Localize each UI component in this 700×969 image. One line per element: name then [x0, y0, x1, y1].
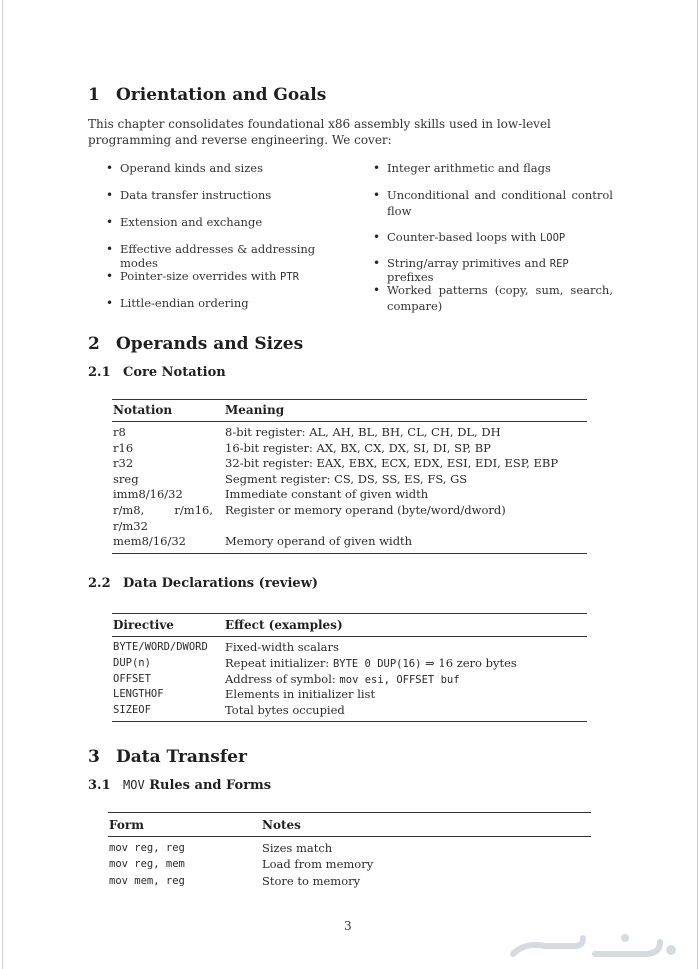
section-title: Operands and Sizes	[116, 334, 304, 354]
cell-notation: imm8/16/32	[113, 487, 183, 502]
cell-notes: Load from memory	[262, 857, 374, 872]
effect-code: BYTE 0 DUP(16)	[332, 657, 422, 670]
bullet-list-left	[100, 161, 350, 323]
list-item: • Operand kinds and sizes	[100, 161, 350, 188]
subsection-2-1-heading	[88, 365, 226, 380]
intro-paragraph: This chapter consolidates foundational x86 assembly skills used in low-level programming and reverse engineering. We cover:	[88, 117, 551, 147]
table-header-rule	[112, 421, 587, 422]
table-bottom-rule	[112, 721, 587, 722]
page-number: 3	[344, 919, 352, 933]
subsection-title: Data Declarations (review)	[123, 576, 319, 591]
subsection-title: Rules and Forms	[144, 778, 272, 793]
section-3-heading	[88, 747, 247, 767]
section-title: Orientation and Goals	[116, 85, 327, 105]
cell-directive: DUP(n)	[113, 656, 151, 669]
cell-directive: BYTE/WORD/DWORD	[113, 641, 208, 653]
section-number: 1	[88, 85, 100, 105]
directive-header: Directive	[113, 618, 174, 632]
effect-code: mov esi, OFFSET buf	[339, 673, 460, 686]
cell-meaning: Register or memory operand (byte/word/dword)	[225, 502, 506, 517]
table-header-rule	[108, 836, 591, 837]
cell-form: mov reg, reg	[109, 842, 185, 854]
section-2-heading	[88, 334, 303, 354]
watermark-logo	[505, 924, 685, 964]
table-top-rule	[108, 812, 591, 813]
table-top-rule	[112, 613, 587, 614]
list-item: • Integer arithmetic and flags	[367, 161, 613, 187]
effect-text: ⇒ 16 zero bytes	[421, 655, 517, 670]
effect-header: Effect (examples)	[225, 618, 343, 632]
bullet-list-right	[367, 161, 613, 316]
cell-meaning: 16-bit register: AX, BX, CX, DX, SI, DI, SP, BP	[225, 440, 491, 455]
section-number: 2	[88, 334, 100, 354]
cell-directive: OFFSET	[113, 672, 151, 685]
cell-notation: r8	[113, 425, 126, 439]
cell-directive: SIZEOF	[113, 704, 151, 717]
cell-directive: LENGTHOF	[113, 688, 164, 701]
cell-form: mov reg, mem	[109, 858, 185, 871]
effect-text: Address of symbol:	[225, 671, 340, 686]
form-header: Form	[109, 818, 144, 832]
subsection-code: MOV	[123, 778, 145, 792]
list-item: • Effective addresses & addressing modes	[100, 242, 350, 269]
list-item: • Extension and exchange	[100, 215, 350, 242]
code-loop: LOOP	[539, 232, 566, 244]
list-item: • Little-endian ordering	[100, 296, 350, 323]
cell-meaning: Segment register: CS, DS, SS, ES, FS, GS	[225, 471, 468, 486]
cell-notation: r/m8, r/m16, r/m32	[113, 502, 213, 533]
cell-meaning: 32-bit register: EAX, EBX, ECX, EDX, ESI, EDI, ESP, EBP	[225, 456, 559, 471]
subsection-number: 2.2	[88, 576, 111, 591]
cell-notes: Sizes match	[262, 841, 333, 855]
list-item: • Unconditional and conditional control flow	[367, 187, 613, 230]
notation-header: Notation	[113, 403, 173, 417]
list-item-text: Pointer-size overrides with	[120, 269, 281, 283]
cell-notes: Store to memory	[262, 873, 361, 888]
code-ptr: PTR	[280, 271, 299, 283]
notes-header: Notes	[262, 818, 301, 832]
cell-effect	[225, 672, 460, 689]
cell-notation: r16	[113, 440, 134, 455]
cell-effect: Elements in initializer list	[225, 687, 376, 702]
effect-text: Repeat initializer:	[225, 655, 333, 670]
table-top-rule	[112, 399, 587, 400]
list-item: • Worked patterns (copy, sum, search, compare)	[367, 282, 613, 316]
cell-notation: r32	[113, 456, 134, 471]
cell-effect	[225, 656, 517, 673]
list-item	[367, 230, 613, 256]
subsection-number: 2.1	[88, 365, 111, 380]
cell-meaning: Immediate constant of given width	[225, 487, 429, 502]
list-item-text: String/array primitives and	[387, 256, 550, 270]
list-item	[367, 256, 613, 282]
list-item: • Data transfer instructions	[100, 188, 350, 215]
subsection-2-2-heading	[88, 576, 318, 591]
section-1-heading	[88, 85, 326, 105]
section-number: 3	[88, 747, 100, 767]
table-bottom-rule	[112, 553, 587, 554]
list-item-text: prefixes	[387, 270, 434, 284]
cell-meaning: Memory operand of given width	[225, 534, 413, 549]
cell-notation: mem8/16/32	[113, 534, 186, 549]
code-rep: REP	[549, 258, 569, 270]
cell-meaning: 8-bit register: AL, AH, BL, BH, CL, CH, DL, DH	[225, 425, 501, 439]
subsection-number: 3.1	[88, 778, 111, 793]
subsection-3-1-heading	[88, 778, 271, 793]
cell-effect: Fixed-width scalars	[225, 640, 339, 654]
table-header-rule	[112, 636, 587, 637]
section-title: Data Transfer	[116, 747, 247, 767]
list-item	[100, 269, 350, 296]
meaning-header: Meaning	[225, 403, 285, 417]
list-item-text: Counter-based loops with	[387, 230, 540, 244]
cell-notation: sreg	[113, 471, 139, 486]
cell-effect: Total bytes occupied	[225, 703, 345, 718]
cell-form: mov mem, reg	[109, 874, 185, 887]
subsection-title: Core Notation	[123, 365, 226, 380]
